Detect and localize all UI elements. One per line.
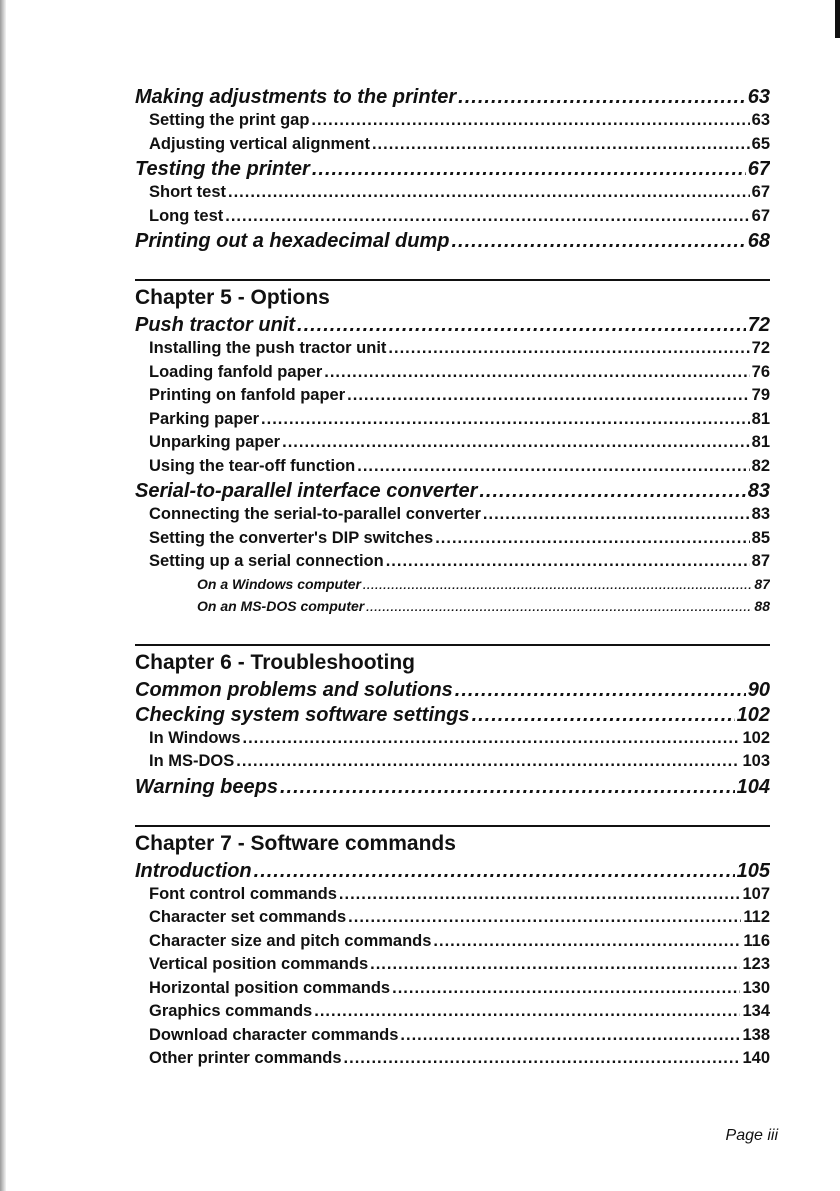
toc-item[interactable]: Other printer commands ..... 140 bbox=[135, 1049, 770, 1073]
toc-subitem[interactable]: On an MS-DOS computer ..... 88 bbox=[135, 598, 770, 620]
toc-item[interactable]: Connecting the serial-to-parallel converter ..... 83 bbox=[135, 505, 770, 529]
chapter-title[interactable]: Chapter 7 - Software commands bbox=[135, 831, 456, 855]
toc-section[interactable]: Printing out a hexadecimal dump ..... 68 bbox=[135, 230, 770, 255]
page-number: Page iii bbox=[725, 1127, 778, 1144]
chapter-7 bbox=[135, 825, 770, 1073]
chapter-divider bbox=[135, 279, 770, 281]
table-of-contents bbox=[135, 86, 770, 1073]
chapter-5 bbox=[135, 279, 770, 620]
scan-mark bbox=[835, 0, 840, 38]
toc-item[interactable]: Loading fanfold paper ..... 76 bbox=[135, 363, 770, 387]
toc-item[interactable]: Font control commands ..... 107 bbox=[135, 885, 770, 909]
toc-item[interactable]: Graphics commands ..... 134 bbox=[135, 1002, 770, 1026]
toc-item[interactable]: Setting up a serial connection ..... 87 bbox=[135, 552, 770, 576]
toc-item[interactable]: Using the tear-off function ..... 82 bbox=[135, 457, 770, 481]
toc-block-intro bbox=[135, 86, 770, 255]
toc-subitem[interactable]: On a Windows computer ..... 87 bbox=[135, 576, 770, 598]
toc-item[interactable]: Setting the converter's DIP switches ..... 85 bbox=[135, 529, 770, 553]
toc-section[interactable]: Checking system software settings ..... 102 bbox=[135, 704, 770, 729]
toc-item[interactable]: Vertical position commands ..... 123 bbox=[135, 955, 770, 979]
toc-item[interactable]: Printing on fanfold paper ..... 79 bbox=[135, 386, 770, 410]
toc-item[interactable]: In Windows ..... 102 bbox=[135, 729, 770, 753]
chapter-title[interactable]: Chapter 6 - Troubleshooting bbox=[135, 650, 416, 674]
toc-item[interactable]: Long test ..... 67 bbox=[135, 207, 770, 231]
toc-item[interactable]: Horizontal position commands ..... 130 bbox=[135, 979, 770, 1003]
scan-edge bbox=[0, 0, 6, 1191]
toc-section[interactable]: Serial-to-parallel interface converter ..... 83 bbox=[135, 480, 770, 505]
toc-item[interactable]: Setting the print gap ..... 63 bbox=[135, 111, 770, 135]
toc-section[interactable]: Push tractor unit ..... 72 bbox=[135, 314, 770, 339]
toc-item[interactable]: Unparking paper ..... 81 bbox=[135, 433, 770, 457]
toc-item[interactable]: Parking paper ..... 81 bbox=[135, 410, 770, 434]
chapter-6 bbox=[135, 644, 770, 801]
toc-item[interactable]: Short test ..... 67 bbox=[135, 183, 770, 207]
toc-section[interactable]: Introduction ..... 105 bbox=[135, 860, 770, 885]
toc-item[interactable]: Character set commands ..... 112 bbox=[135, 908, 770, 932]
toc-section[interactable]: Common problems and solutions ..... 90 bbox=[135, 679, 770, 704]
toc-item[interactable]: Download character commands ..... 138 bbox=[135, 1026, 770, 1050]
toc-section[interactable]: Warning beeps ..... 104 bbox=[135, 776, 770, 801]
toc-item[interactable]: Installing the push tractor unit ..... 72 bbox=[135, 339, 770, 363]
toc-item[interactable]: Character size and pitch commands ..... 116 bbox=[135, 932, 770, 956]
chapter-divider bbox=[135, 825, 770, 827]
toc-section[interactable]: Making adjustments to the printer ..... 63 bbox=[135, 86, 770, 111]
toc-item[interactable]: Adjusting vertical alignment ..... 65 bbox=[135, 135, 770, 159]
toc-section[interactable]: Testing the printer ..... 67 bbox=[135, 158, 770, 183]
chapter-title[interactable]: Chapter 5 - Options bbox=[135, 286, 330, 309]
toc-item[interactable]: In MS-DOS ..... 103 bbox=[135, 752, 770, 776]
chapter-divider bbox=[135, 644, 770, 646]
